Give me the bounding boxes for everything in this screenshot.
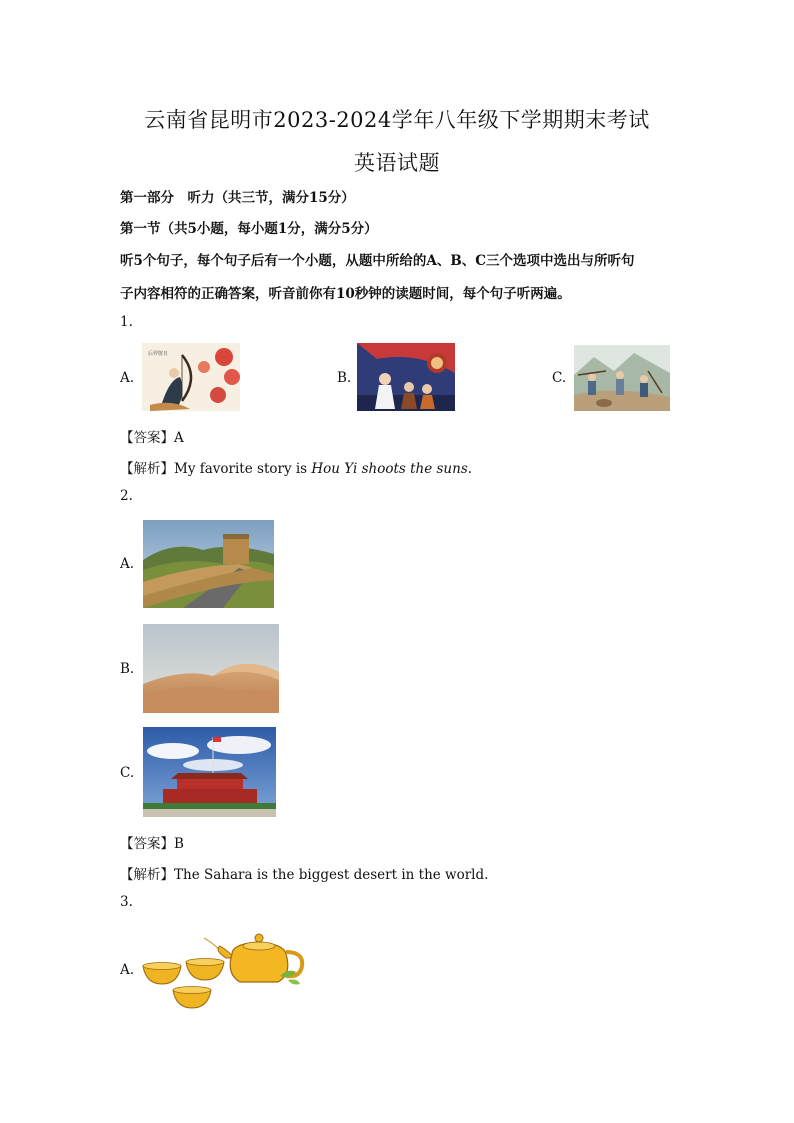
q2-option-c-image-tiananmen — [143, 727, 276, 817]
q1-option-c-image-yugong — [574, 345, 670, 411]
q2-option-b-label: B. — [120, 661, 135, 677]
q2-option-b-image-desert — [143, 624, 279, 713]
q1-option-a-label: A. — [120, 370, 135, 386]
question-number: 2. — [120, 488, 133, 504]
instruction-line-2: 子内容相符的正确答案，听音前你有10秒钟的读题时间，每个句子听两遍。 — [120, 286, 571, 302]
q2-option-a-label: A. — [120, 556, 135, 572]
exam-title: 云南省昆明市2023-2024学年八年级下学期期末考试 — [144, 108, 650, 132]
q3-option-a-image-teapot — [140, 928, 308, 1012]
question-number: 3. — [120, 894, 133, 910]
exam-subtitle: 英语试题 — [354, 151, 440, 175]
q2-answer: 【答案】B — [120, 836, 184, 852]
q1-image-caption: 后羿射日 — [148, 351, 169, 357]
q1-option-b-image-opera — [357, 343, 455, 411]
q2-option-a-image-great-wall — [143, 520, 274, 608]
q1-explanation: 【解析】My favorite story is Hou Yi shoots the suns. — [120, 461, 473, 477]
section-sub: 第一节（共5小题，每小题1分，满分5分） — [120, 221, 378, 237]
instruction-line-1: 听5个句子，每个句子后有一个小题，从题中所给的A、B、C三个选项中选出与所听句 — [120, 253, 635, 269]
q1-option-c-label: C. — [552, 370, 567, 386]
q2-explanation: 【解析】The Sahara is the biggest desert in the world. — [120, 867, 489, 883]
q1-option-b-label: B. — [337, 370, 352, 386]
question-number: 1. — [120, 314, 133, 330]
q2-option-c-label: C. — [120, 765, 135, 781]
q1-answer: 【答案】A — [120, 430, 184, 446]
section-part: 第一部分 听力（共三节，满分15分） — [120, 190, 355, 206]
q3-option-a-label: A. — [120, 962, 135, 978]
q1-option-a-image-houyi — [142, 343, 240, 411]
